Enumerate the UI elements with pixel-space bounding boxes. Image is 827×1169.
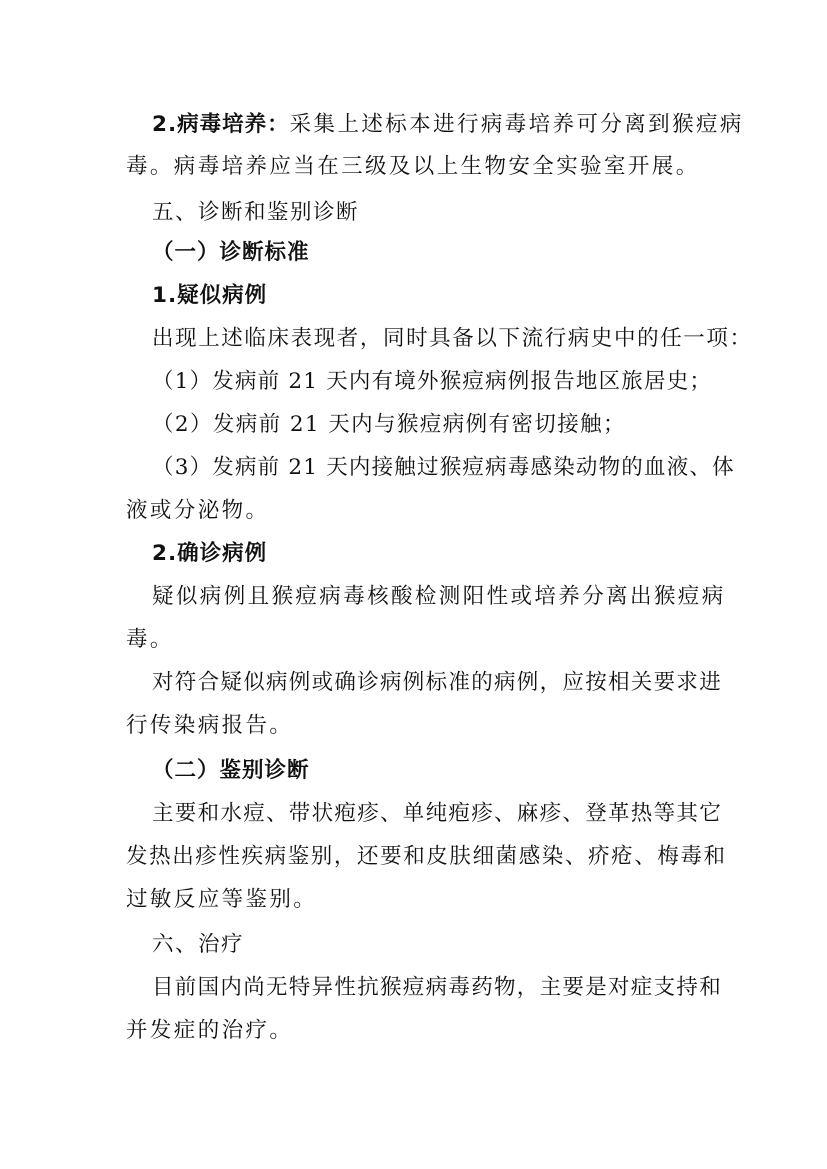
suspected-item-3-line-1: （3）发病前 21 天内接触过猴痘病毒感染动物的血液、体 [152,455,735,480]
suspected-item-2: （2）发病前 21 天内与猴痘病例有密切接触； [152,412,626,437]
suspected-case-heading: 1.疑似病例 [152,283,268,308]
treatment-text-line-1: 目前国内尚无特异性抗猴痘病毒药物，主要是对症支持和 [152,975,723,1000]
suspected-item-1: （1）发病前 21 天内有境外猴痘病例报告地区旅居史； [152,369,713,394]
report-text-line-2: 行传染病报告。 [126,713,294,738]
differential-diagnosis-heading: （二）鉴别诊断 [152,758,310,783]
confirmed-text-line-2: 毒。 [126,627,174,652]
suspected-item-3-line-2: 液或分泌物。 [126,498,270,523]
differential-text-line-3: 过敏反应等鉴别。 [126,887,318,912]
treatment-text-line-2: 并发症的治疗。 [126,1018,294,1043]
diagnosis-standard-heading: （一）诊断标准 [152,240,310,265]
culture-paragraph-line-2: 毒。病毒培养应当在三级及以上生物安全实验室开展。 [126,154,700,179]
confirmed-text-line-1: 疑似病例且猴痘病毒核酸检测阳性或培养分离出猴痘病 [152,584,726,609]
suspected-intro: 出现上述临床表现者，同时具备以下流行病史中的任一项： [152,326,753,351]
report-text-line-1: 对符合疑似病例或确诊病例标准的病例，应按相关要求进 [152,670,723,695]
differential-text-line-1: 主要和水痘、带状疱疹、单纯疱疹、麻疹、登革热等其它 [152,801,723,826]
section-5-heading: 五、诊断和鉴别诊断 [152,200,360,225]
culture-paragraph-line-1 [152,110,744,140]
culture-text-1: 采集上述标本进行病毒培养可分离到猴痘病 [289,112,744,137]
culture-heading: 2.病毒培养： [152,112,290,137]
section-6-heading: 六、治疗 [152,932,245,957]
differential-text-line-2: 发热出疹性疾病鉴别，还要和皮肤细菌感染、疥疮、梅毒和 [126,844,727,869]
confirmed-case-heading: 2.确诊病例 [152,541,268,566]
